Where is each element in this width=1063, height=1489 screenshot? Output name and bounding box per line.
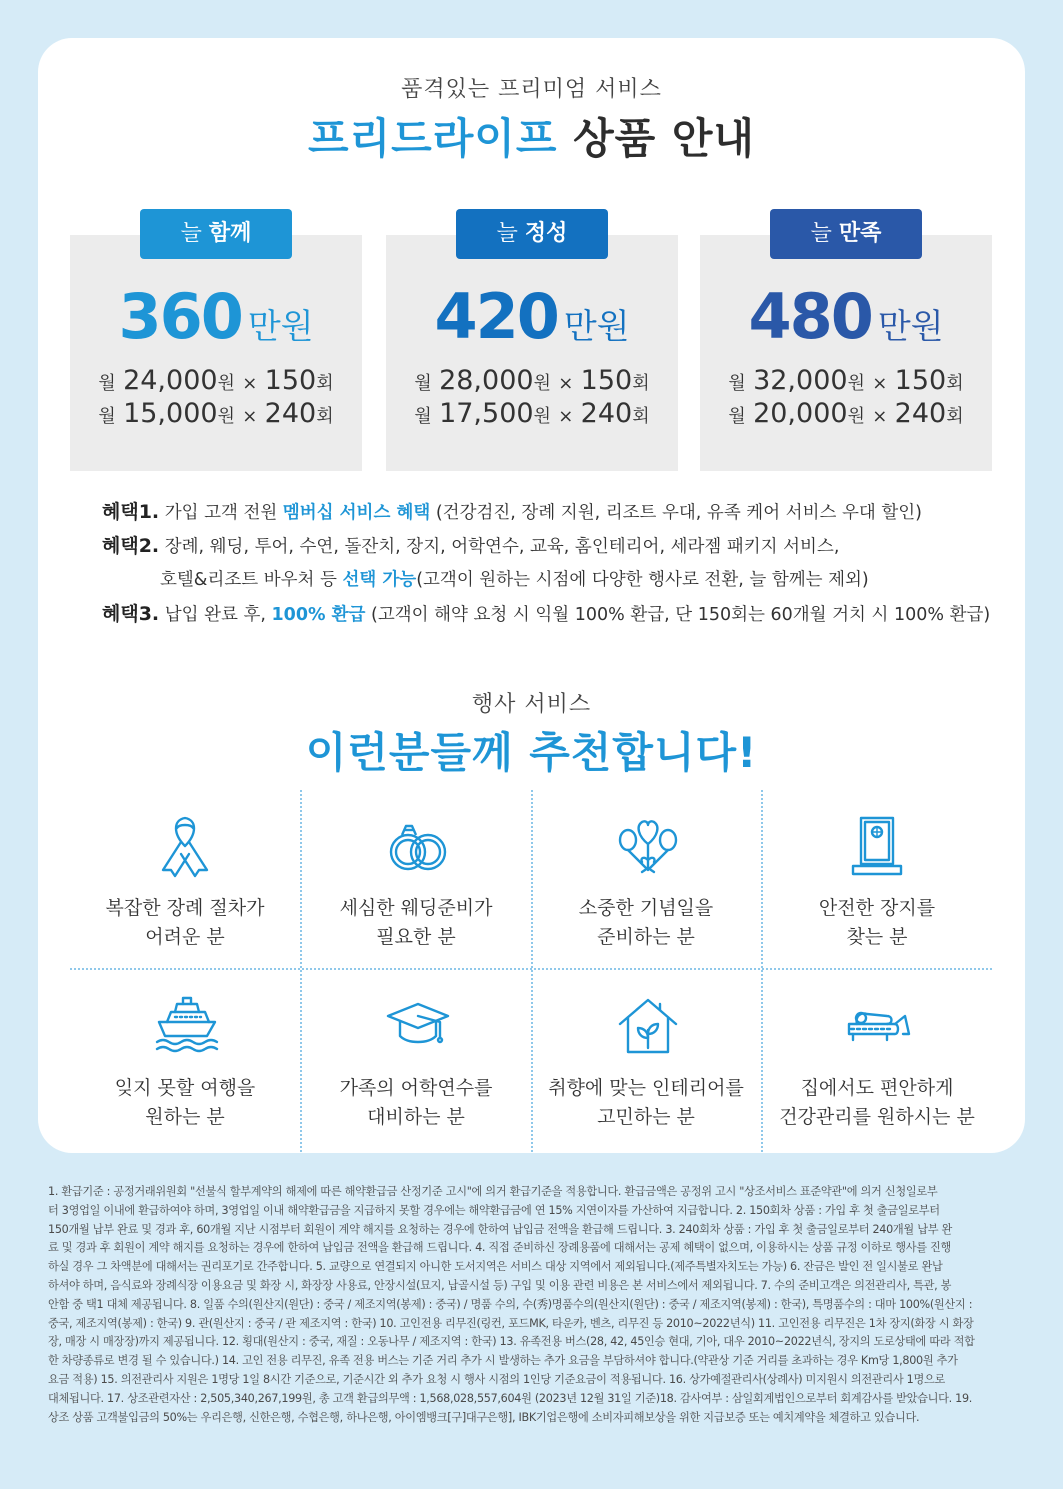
footnote-line: 한 차량종류로 변경 될 수 있습니다.) 14. 고인 전용 리무진, 유족 전용 버스는 기준 거리 추가 시 발생하는 추가 요금을 부담하셔야 합니다.(약관상 기준 거리를 초과하는 경우 Km당 1,800원 추가 (48, 1354, 958, 1368)
page-subtitle: 품격있는 프리미엄 서비스 (401, 77, 662, 102)
benefit-text: 호텔&리조트 바우처 등 (160, 570, 343, 590)
plan-payment-row: 월 15,000원 × 240회 (98, 398, 334, 429)
massage-bed-icon (847, 994, 911, 1054)
benefit-2 (102, 531, 982, 565)
house-icon (616, 994, 680, 1058)
recommend-text: 집에서도 편안하게 건강관리를 원하시는 분 (779, 1077, 975, 1128)
recommend-text: 소중한 기념일을 준비하는 분 (578, 897, 714, 948)
plan-payment-row: 월 32,000원 × 150회 (728, 365, 964, 396)
recommend-text: 가족의 어학연수를 대비하는 분 (339, 1077, 493, 1128)
recommend-text: 복잡한 장례 절차가 어려운 분 (105, 897, 265, 948)
benefit-label: 혜택1. (102, 501, 160, 523)
recommend-item (531, 970, 761, 1148)
plan-tab: 늘 함께 (140, 209, 292, 259)
recommend-text: 잊지 못할 여행을 원하는 분 (114, 1077, 256, 1128)
plan-payment-row: 월 24,000원 × 150회 (98, 365, 334, 396)
benefit-label: 혜택3. (102, 603, 160, 625)
plan-amount-value: 420 (434, 280, 558, 353)
title-suffix: 상품 안내 (573, 114, 755, 163)
footnote-line: 상조 상품 고객불입금의 50%는 우리은행, 신한은행, 수협은행, 하나은행, 아이엠뱅크[구]대구은행], IBK기업은행에 소비자피해보상을 위한 지급보증 또는 예치계약을 체결하고 있습니다. (48, 1410, 920, 1424)
section-subtitle: 행사 서비스 (471, 692, 592, 717)
tombstone-icon (847, 814, 907, 878)
recommend-item (531, 790, 761, 968)
plan-amount (386, 280, 678, 353)
plan-amount (70, 280, 362, 353)
plan-amount-unit: 만원 (247, 307, 314, 347)
graduation-cap-icon (386, 994, 450, 1054)
benefit-highlight: 선택 가능 (342, 570, 417, 590)
benefit-text: (고객이 해약 요청 시 익월 100% 환급, 단 150회는 60개월 거치 시 100% 환급) (365, 605, 991, 625)
plan-amount-value: 360 (118, 280, 242, 353)
footnote-line: 요금 적용) 15. 의전관리사 지원은 1명당 1일 8시간 기준으로, 기준시간 외 추가 요청 시 행사 시점의 1인당 기준요금이 적용됩니다. 16. 상가예절관리사(상례사) 미지원시 의전관리사 1명으로 (48, 1372, 945, 1386)
plan-payment-row: 월 28,000원 × 150회 (414, 365, 650, 396)
plan-amount (700, 280, 992, 353)
recommend-text: 세심한 웨딩준비가 필요한 분 (339, 897, 493, 948)
cruise-ship-icon (155, 994, 219, 1054)
ribbon-icon (155, 814, 215, 878)
plan-card (386, 235, 678, 471)
section-title: 이런분들께 추천합니다! (305, 728, 758, 777)
recommend-text: 안전한 장지를 찾는 분 (818, 897, 936, 948)
benefits-list (102, 497, 991, 633)
plan-amount-unit: 만원 (877, 307, 944, 347)
recommend-item (762, 970, 992, 1148)
recommend-item (301, 790, 531, 968)
plan-card (700, 235, 992, 471)
plan-payment-row: 월 20,000원 × 240회 (728, 398, 964, 429)
recommend-item (762, 790, 992, 968)
plan-tab: 늘 정성 (456, 209, 608, 259)
footnote-line: 1. 환급기준 : 공정거래위원회 "선불식 할부계약의 해제에 따른 해약환급금 산정기준 고시"에 의거 환급기준을 적용합니다. 환급금액은 공정위 고시 "상조서비스 표준약관"에 의거 신청일로부 (48, 1185, 938, 1198)
recommend-item (70, 790, 300, 968)
benefit-highlight: 멤버십 서비스 혜택 (282, 503, 431, 523)
footnote-line: 장, 매장 시 매장장)까지 제공됩니다. 12. 횡대(원산지 : 중국, 재질 : 오동나무 / 제조지역 : 한국) 13. 유족전용 버스(28, 42, 45인승 현대, 기아, 대우 2010~2022년식, 장지의 도로상태에 따라 적합 (48, 1335, 975, 1349)
rings-icon (386, 814, 450, 878)
footnote-line: 터 3영업일 이내에 환급하여야 하며, 3영업일 이내 해약환급금을 지급하지 못할 경우에는 해약환급금에 연 15% 지연이자를 가산하여 지급합니다. 2. 150회차 상품 : 가입 후 첫 출금일로부터 (48, 1203, 940, 1217)
recommend-item (301, 970, 531, 1148)
benefit-text: 납입 완료 후, (159, 605, 272, 625)
legal-footnote (48, 1183, 1020, 1427)
plan-card (70, 235, 362, 471)
footnote-line: 하실 경우 그 차액분에 대해서는 권리포기로 간주합니다. 5. 교량으로 연결되지 아니한 도서지역은 서비스 대상 지역에서 제외됩니다.(제주특별자치도는 가능) 6. 잔금은 발인 전 일시불로 완납 (48, 1260, 943, 1274)
footnote-line: 안함 중 택1 대체 제공됩니다. 8. 일품 수의(원산지(원단) : 중국 / 제조지역(봉제) : 중국) / 명품 수의, 수(秀)명품수의(원산지(원단) : 중국 / 제조지역(봉제) : 한국), 특명품수의 : 대마 100%(원산지 : (48, 1297, 973, 1311)
recommend-text: 취향에 맞는 인테리어를 고민하는 분 (548, 1077, 744, 1128)
plan-amount-unit: 만원 (563, 307, 630, 347)
benefit-2-continued (102, 565, 982, 599)
benefit-label: 혜택2. (102, 535, 160, 557)
brand-name: 프리드라이프 (308, 114, 558, 163)
benefit-3 (102, 599, 991, 633)
footnote-line: 중국, 제조지역(봉제) : 한국) 9. 관(원산지 : 중국 / 관 제조지역 : 한국) 10. 고인전용 리무진(링컨, 포드MK, 타운카, 벤츠, 리무진 등 2010~2022년식) 11. 고인전용 리무진은 1차 장지(화장 시 화장 (48, 1316, 974, 1330)
benefit-text: (건강검진, 장례 지원, 리조트 우대, 유족 케어 서비스 우대 할인) (430, 503, 922, 523)
benefit-text: 장례, 웨딩, 투어, 수연, 돌잔치, 장지, 어학연수, 교육, 홈인테리어, 세라젬 패키지 서비스, (159, 537, 840, 557)
recommend-item (70, 970, 300, 1148)
footnote-line: 대체됩니다. 17. 상조관련자산 : 2,505,340,267,199원, 총 고객 환급의무액 : 1,568,028,557,604원 (2023년 12월 31일 기준)18. 감사여부 : 삼일회계법인으로부터 회계감사를 받았습니다. 19. (48, 1391, 973, 1405)
footnote-line: 하셔야 하며, 음식료와 장례식장 이용요금 및 화장 시, 화장장 사용료, 안장시설(묘지, 납골시설 등) 구입 및 이용 관련 비용은 본 서비스에서 제외됩니다. 7. 수의 준비고객은 의전관리사, 특관, 봉 (48, 1278, 952, 1292)
benefit-text: 가입 고객 전원 (159, 503, 283, 523)
recommend-grid (70, 790, 992, 1152)
footnote-line: 료 및 경과 후 회원이 계약 해지를 요청하는 경우에 한하여 납입금 전액을 환급해 드립니다. 4. 직접 준비하신 장례용품에 대해서는 공제 혜택이 없으며, 이용하시는 상품 규정 이하로 행사를 진행 (48, 1241, 952, 1255)
benefit-text: (고객이 원하는 시점에 다양한 행사로 전환, 늘 함께는 제외) (416, 570, 869, 590)
benefit-1 (102, 497, 982, 531)
plan-payment-row: 월 17,500원 × 240회 (414, 398, 650, 429)
page-title (0, 106, 1063, 166)
balloons-icon (616, 814, 680, 884)
plan-tab: 늘 만족 (770, 209, 922, 259)
plan-amount-value: 480 (748, 280, 872, 353)
footnote-line: 150개월 납부 완료 및 경과 후, 60개월 지난 시점부터 회원이 계약 해지를 요청하는 경우에 한하여 납입금 전액을 환급해 드립니다. 3. 240회차 상품 : 가입 후 첫 출금일로부터 240개월 납부 완 (48, 1222, 952, 1236)
benefit-highlight: 100% 환급 (271, 605, 366, 625)
